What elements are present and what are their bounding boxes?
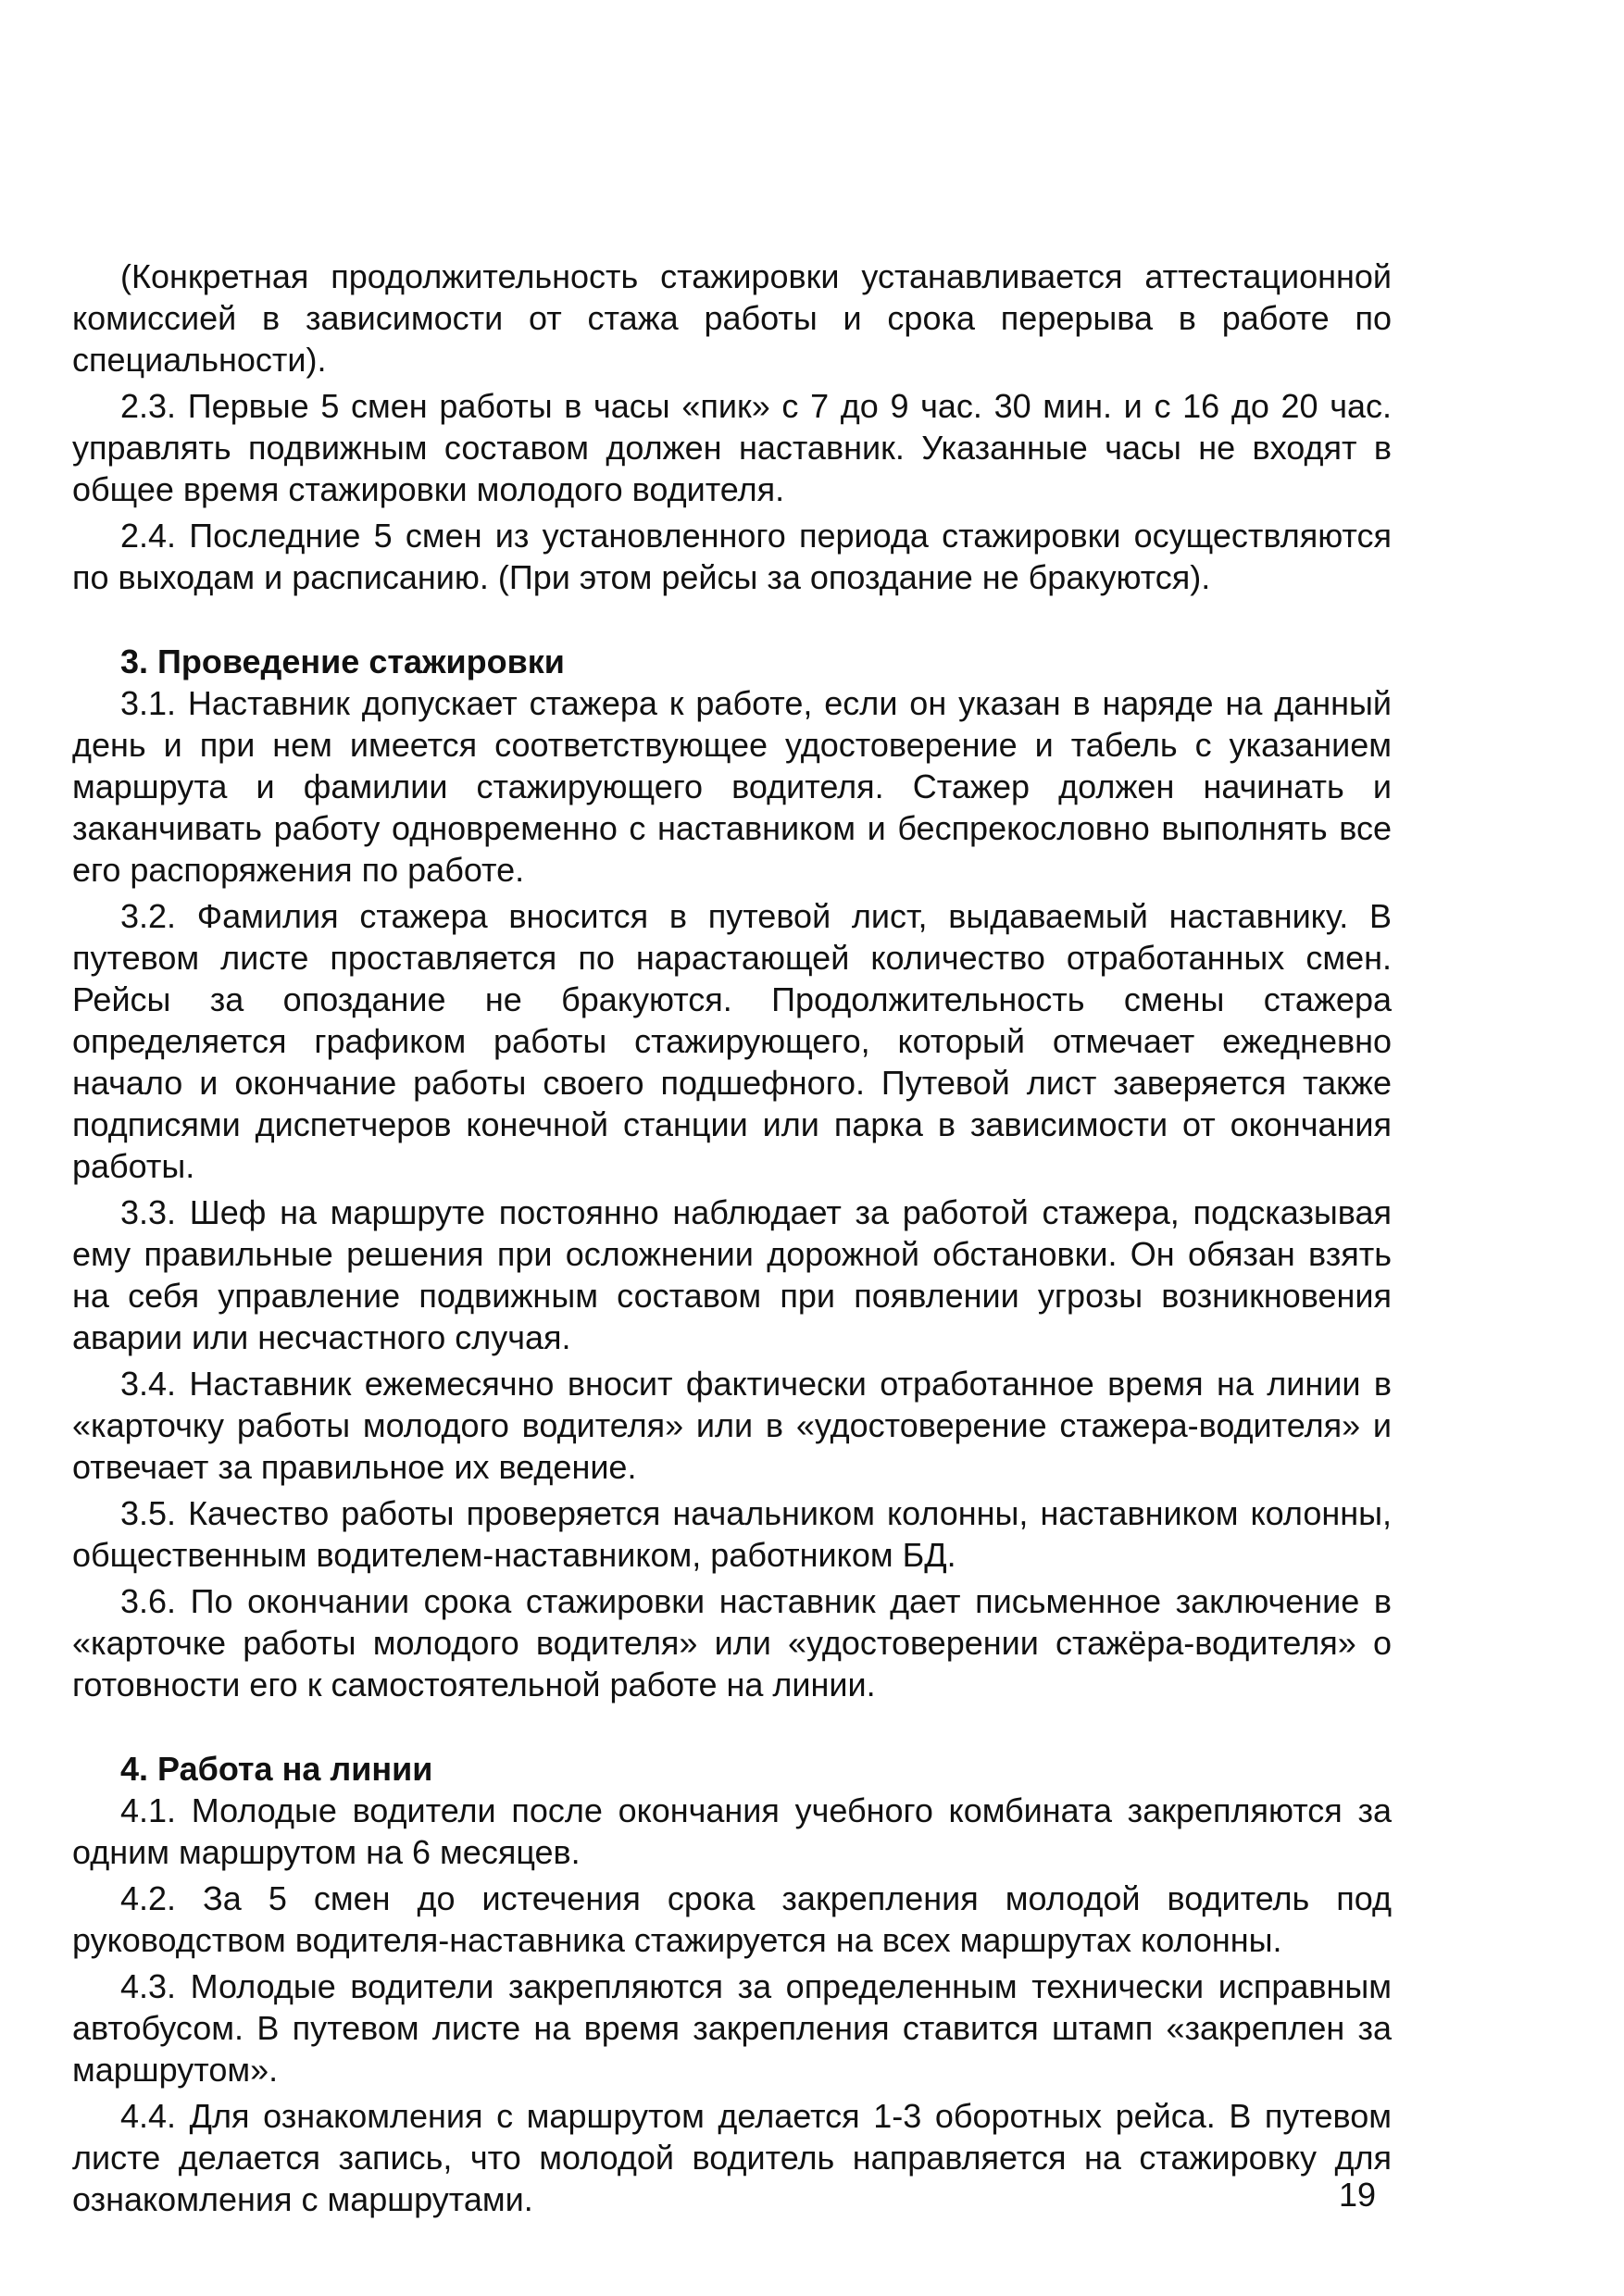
paragraph-4-1: 4.1. Молодые водители после окончания учебного комбината закрепляются за одним маршрутом на 6 месяцев. bbox=[72, 1791, 1392, 1871]
paragraph-3-4: 3.4. Наставник ежемесячно вносит фактически отработанное время на линии в «карточку работы молодого водителя» или в «удостоверение стажера-водителя» и отвечает за правильное их ведение. bbox=[72, 1365, 1392, 1486]
paragraph-internship-duration-note: (Конкретная продолжительность стажировки устанавливается аттестационной комиссией в зависимости от стажа работы и срока перерыва в работе по специальности). bbox=[72, 257, 1392, 379]
paragraph-3-1: 3.1. Наставник допускает стажера к работе, если он указан в наряде на данный день и при нем имеется соответствующее удостоверение и табель с указанием маршрута и фамилии стажирующего водителя. Стажер должен начинать и заканчивать работу одновременно с наставником и беспрекословно выполнять все его распоряжения по работе. bbox=[72, 684, 1392, 889]
paragraph-2-3: 2.3. Первые 5 смен работы в часы «пик» с 7 до 9 час. 30 мин. и с 16 до 20 час. управлять подвижным составом должен наставник. Указанные часы не входят в общее время стажировки молодого водителя. bbox=[72, 387, 1392, 508]
page-number: 19 bbox=[1338, 2176, 1376, 2214]
section-spacer bbox=[72, 598, 1392, 641]
page-body bbox=[72, 256, 1392, 2220]
section-spacer bbox=[72, 1705, 1392, 1748]
section-3-heading: 3. Проведение стажировки bbox=[120, 643, 565, 680]
paragraph-4-3: 4.3. Молодые водители закрепляются за определенным технически исправным автобусом. В путевом листе на время закрепления ставится штамп «закреплен за маршрутом». bbox=[72, 1967, 1392, 2089]
paragraph-4-2: 4.2. За 5 смен до истечения срока закрепления молодой водитель под руководством водителя-наставника стажируется на всех маршрутах колонны. bbox=[72, 1879, 1392, 1959]
paragraph-3-3: 3.3. Шеф на маршруте постоянно наблюдает за работой стажера, подсказывая ему правильные решения при осложнении дорожной обстановки. Он обязан взять на себя управление подвижным составом при появлении угрозы возникновения аварии или несчастного случая. bbox=[72, 1193, 1392, 1356]
paragraph-2-4: 2.4. Последние 5 смен из установленного периода стажировки осуществляются по выходам и расписанию. (При этом рейсы за опоздание не бракуются). bbox=[72, 517, 1392, 596]
section-4-heading: 4. Работа на линии bbox=[120, 1750, 433, 1788]
paragraph-3-6: 3.6. По окончании срока стажировки наставник дает письменное заключение в «карточке работы молодого водителя» или «удостоверении стажёра-водителя» о готовности его к самостоятельной работе на линии. bbox=[72, 1582, 1392, 1703]
paragraph-4-4: 4.4. Для ознакомления с маршрутом делается 1-3 оборотных рейса. В путевом листе делается запись, что молодой водитель направляется на стажировку для ознакомления с маршрутами. bbox=[72, 2097, 1392, 2218]
paragraph-3-5: 3.5. Качество работы проверяется начальником колонны, наставником колонны, общественным водителем-наставником, работником БД. bbox=[72, 1494, 1392, 1574]
paragraph-3-2: 3.2. Фамилия стажера вносится в путевой лист, выдаваемый наставнику. В путевом листе проставляется по нарастающей количество отработанных смен. Рейсы за опоздание не бракуются. Продолжительность смены стажера определяется графиком работы стажирующего, который отмечает ежедневно начало и окончание работы своего подшефного. Путевой лист заверяется также подписями диспетчеров конечной станции или парка в зависимости от окончания работы. bbox=[72, 897, 1392, 1185]
